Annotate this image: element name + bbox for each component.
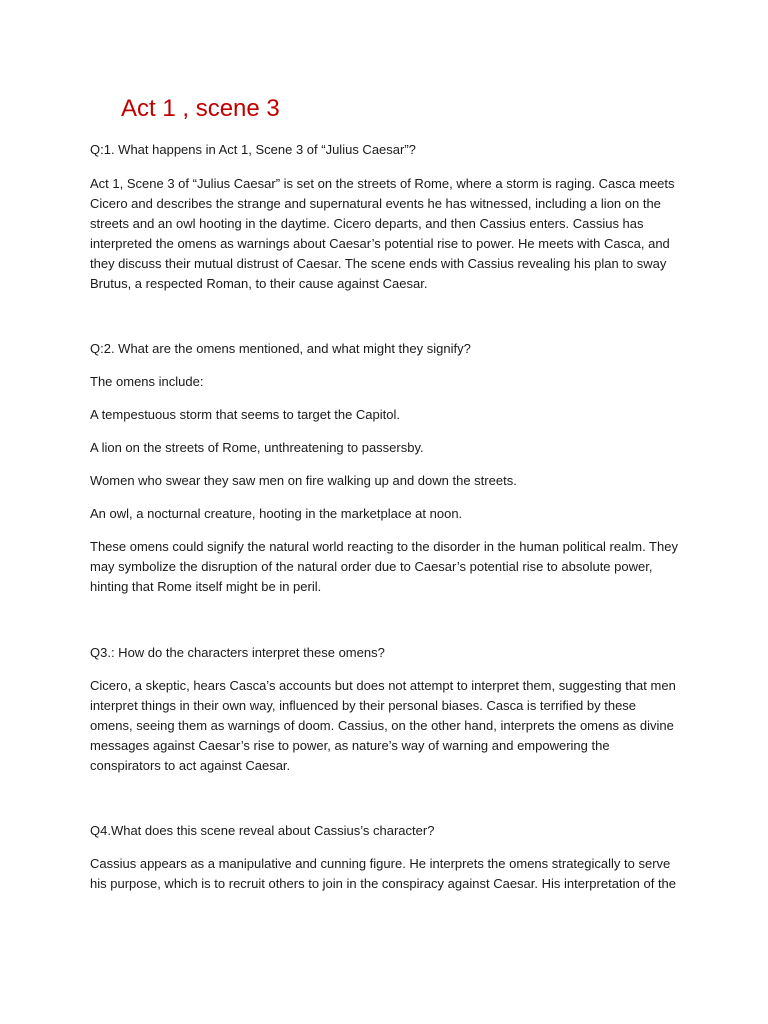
document-title: Act 1 , scene 3 (121, 95, 280, 122)
omen-item: A lion on the streets of Rome, unthreatening to passersby. (90, 440, 424, 455)
question-1: Q:1. What happens in Act 1, Scene 3 of “Julius Caesar”? (90, 142, 416, 157)
answer-4: Cassius appears as a manipulative and cunning figure. He interprets the omens strategically to serve his purpose, which is to recruit others to join in the conspiracy against Caesar. His interpretation of the (90, 856, 677, 891)
question-2: Q:2. What are the omens mentioned, and what might they signify? (90, 341, 471, 356)
omen-item: A tempestuous storm that seems to target the Capitol. (90, 407, 400, 422)
question-4: Q4.What does this scene reveal about Cassius’s character? (90, 823, 435, 838)
question-3: Q3.: How do the characters interpret these omens? (90, 645, 385, 660)
answer-3: Cicero, a skeptic, hears Casca’s accounts but does not attempt to interpret them, suggesting that men interpret things in their own way, influenced by their personal biases. Casca is terrified by these omens, seeing them as warnings of doom. Cassius, on the other hand, interprets the omens as divine messages against Caesar’s rise to power, as nature’s way of warning and empowering the conspirators to act against Caesar. (90, 678, 676, 773)
answer-2: These omens could signify the natural world reacting to the disorder in the human political realm. They may symbolize the disruption of the natural order due to Caesar’s potential rise to absolute power, hinting that Rome itself might be in peril. (90, 539, 678, 594)
answer-1: Act 1, Scene 3 of “Julius Caesar” is set on the streets of Rome, where a storm is raging. Casca meets Cicero and describes the strange and supernatural events he has witnessed, including a lion on the streets and an owl hooting in the daytime. Cicero departs, and then Cassius enters. Cassius has interpreted the omens as warnings about Caesar’s potential rise to power. He meets with Casca, and they discuss their mutual distrust of Caesar. The scene ends with Cassius revealing his plan to sway Brutus, a respected Roman, to their cause against Caesar. (90, 176, 675, 291)
omen-item: An owl, a nocturnal creature, hooting in the marketplace at noon. (90, 506, 463, 521)
omen-item: Women who swear they saw men on fire walking up and down the streets. (90, 473, 517, 488)
omens-intro: The omens include: (90, 374, 204, 389)
